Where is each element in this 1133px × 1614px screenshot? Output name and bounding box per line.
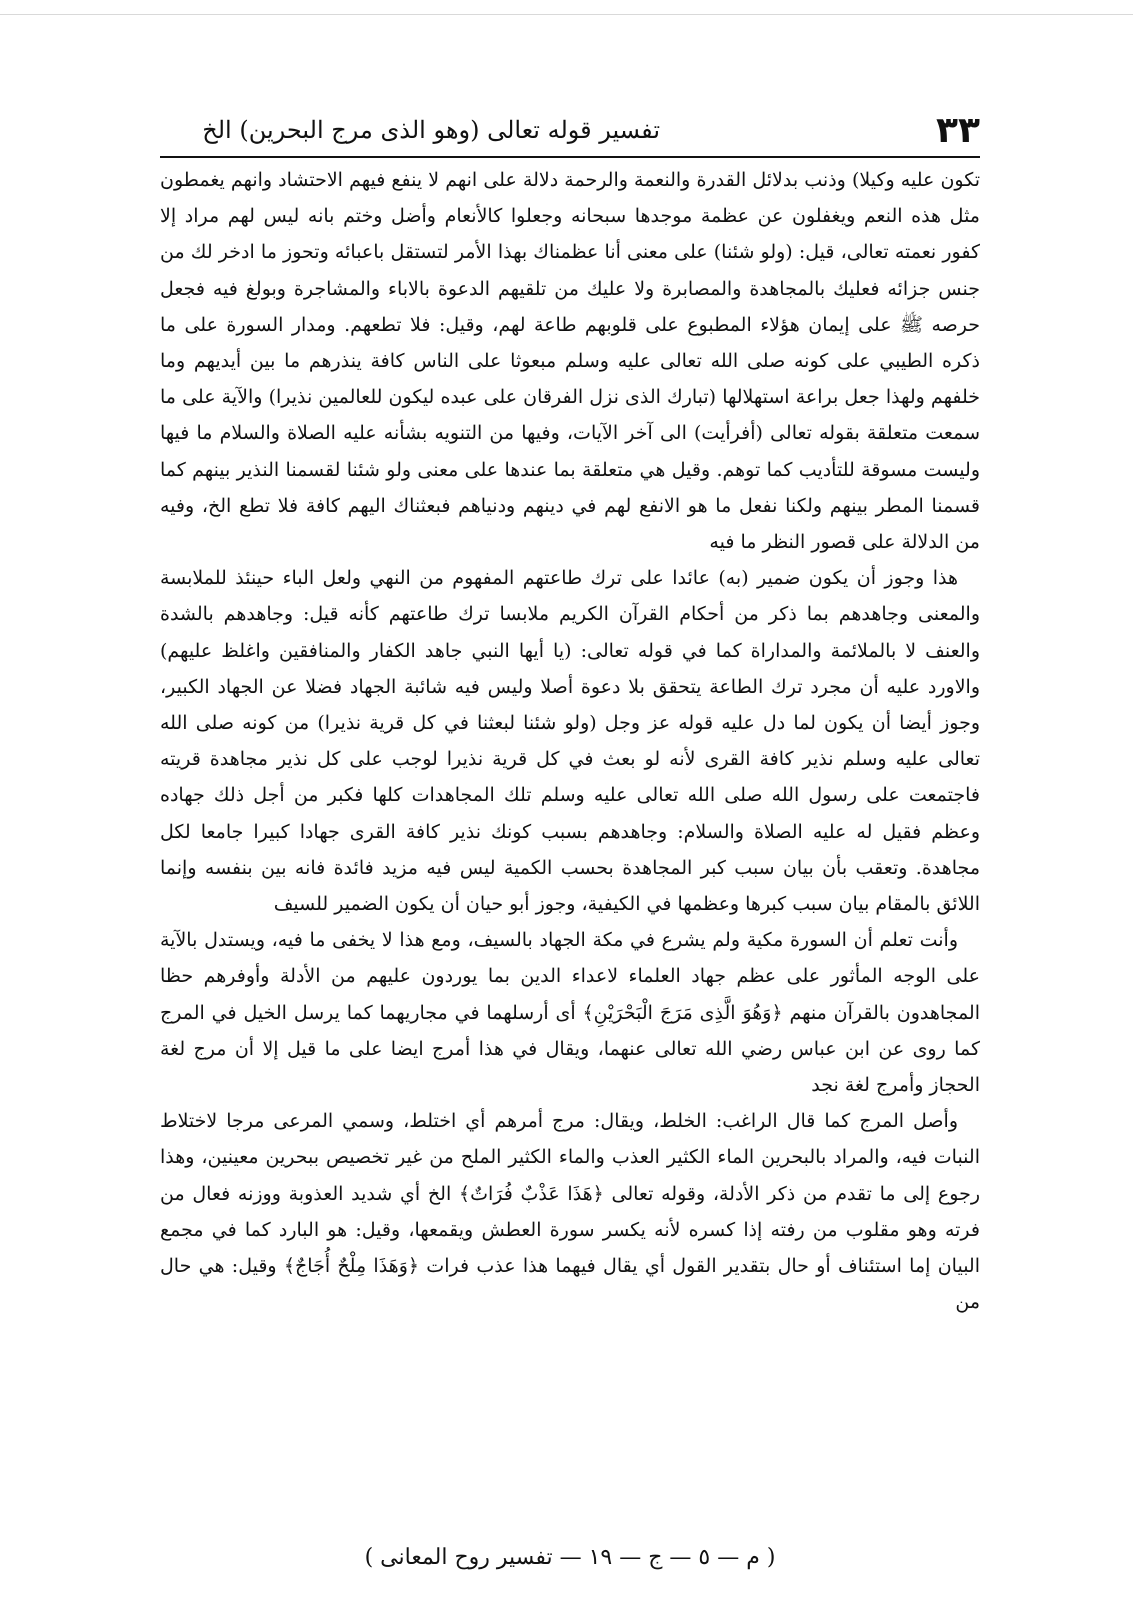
running-head: تفسير قوله تعالى (وهو الذى مرج البحرين) الخ bbox=[202, 116, 660, 144]
header-rule bbox=[160, 156, 980, 158]
page-number: ٣٣ bbox=[936, 110, 980, 151]
paragraph: تكون عليه وكيلا) وذنب بدلائل القدرة والنعمة والرحمة دلالة على انهم لا ينفع فيهم الاحتشاد وانهم يغمطون مثل هذه النعم ويغفلون عن عظمة موجدها سبحانه وجعلوا كالأنعام وأضل وختم بانه ليس لهم مراد إلا كفور نعمته تعالى، قيل: (ولو شئنا) على معنى أنا عظمناك بهذا الأمر لتستقل باعبائه وتحوز ما ادخر لك من جنس جزائه فعليك بالمجاهدة والمصابرة ولا عليك من تلقيهم الدعوة بالاباء والمشاجرة وبولغ فيه فجعل حرصه ﷺ على إيمان هؤلاء المطبوع على قلوبهم طاعة لهم، وقيل: فلا تطعهم. ومدار السورة على ما ذكره الطيبي على كونه صلى الله تعالى عليه وسلم مبعوثا على الناس كافة ينذرهم ما بين أيديهم وما خلفهم ولهذا جعل براعة استهلالها (تبارك الذى نزل الفرقان على عبده ليكون للعالمين نذيرا) والآية على ما سمعت متعلقة بقوله تعالى (أفرأيت) الى آخر الآيات، وفيها من التنويه بشأنه عليه الصلاة والسلام ما فيها وليست مسوقة للتأديب كما توهم. وقيل هي متعلقة بما عندها على معنى ولو شئنا لقسمنا النذير بينهم كما قسمنا المطر بينهم ولكنا نفعل ما هو الانفع لهم في دينهم ودنياهم فبعثناك اليهم كافة فلا تطع الخ، وفيه من الدلالة على قصور النظر ما فيه bbox=[160, 169, 980, 554]
paragraph: وأصل المرج كما قال الراغب: الخلط، ويقال: مرج أمرهم أي اختلط، وسمي المرعى مرجا لاختلاط النبات فيه، والمراد بالبحرين الماء الكثير العذب والماء الكثير الملح من غير تخصيص ببحرين معينين، وهذا رجوع إلى ما تقدم من ذكر الأدلة، وقوله تعالى ﴿هَذَا عَذْبٌ فُرَاتٌ﴾ الخ أي شديد العذوبة ووزنه فعال من فرته وهو مقلوب من رفته إذا كسره لأنه يكسر سورة العطش ويقمعها، وقيل: هو البارد كما في مجمع البيان إما استئناف أو حال بتقدير القول أي يقال فيهما هذا عذب فرات ﴿وَهَذَا مِلْحٌ أُجَاجٌ﴾ وقيل: هي حال من bbox=[160, 1110, 980, 1314]
paragraph: هذا وجوز أن يكون ضمير (به) عائدا على ترك طاعتهم المفهوم من النهي ولعل الباء حينئذ للملابسة والمعنى وجاهدهم بما ذكر من أحكام القرآن الكريم ملابسا ترك طاعتهم كأنه قيل: وجاهدهم بالشدة والعنف لا بالملائمة والمداراة كما في قوله تعالى: (يا أيها النبي جاهد الكفار والمنافقين واغلظ عليهم) والاورد عليه أن مجرد ترك الطاعة يتحقق بلا دعوة أصلا وليس فيه شائبة الجهاد فضلا عن الجهاد الكبير، وجوز أيضا أن يكون لما دل عليه قوله عز وجل (ولو شئنا لبعثنا في كل قرية نذيرا) من كونه صلى الله تعالى عليه وسلم نذير كافة القرى لأنه لو بعث في كل قرية نذيرا لوجب على كل نذير مجاهدة قريته فاجتمعت على رسول الله صلى الله تعالى عليه وسلم تلك المجاهدات كلها فكبر من أجل ذلك جهاده وعظم فقيل له عليه الصلاة والسلام: وجاهدهم بسبب كونك نذير كافة القرى جهادا كبيرا جامعا لكل مجاهدة. وتعقب بأن بيان سبب كبر المجاهدة بحسب الكمية ليس فيه مزيد فائدة فانه بين بنفسه وإنما اللائق بالمقام بيان سبب كبرها وعظمها في الكيفية، وجوز أبو حيان أن يكون الضمير للسيف bbox=[160, 567, 980, 916]
page-header bbox=[160, 108, 980, 154]
body-text bbox=[160, 162, 980, 1542]
footer-signature: ( م — ٥ — ج — ١٩ — تفسير روح المعانى ) bbox=[364, 1545, 776, 1570]
scan-edge bbox=[0, 0, 1133, 15]
paragraph: وأنت تعلم أن السورة مكية ولم يشرع في مكة الجهاد بالسيف، ومع هذا لا يخفى ما فيه، ويستدل بالآية على الوجه المأثور على عظم جهاد العلماء لاعداء الدين بما يوردون عليهم من الأدلة وأوفرهم حظا المجاهدون بالقرآن منهم ﴿وَهُوَ الَّذِى مَرَجَ الْبَحْرَيْنِ﴾ أى أرسلهما في مجاريهما كما يرسل الخيل في المرج كما روى عن ابن عباس رضي الله تعالى عنهما، ويقال في هذا أمرج ايضا على ما قيل إلا أن مرج لغة الحجاز وأمرج لغة نجد bbox=[160, 929, 980, 1097]
